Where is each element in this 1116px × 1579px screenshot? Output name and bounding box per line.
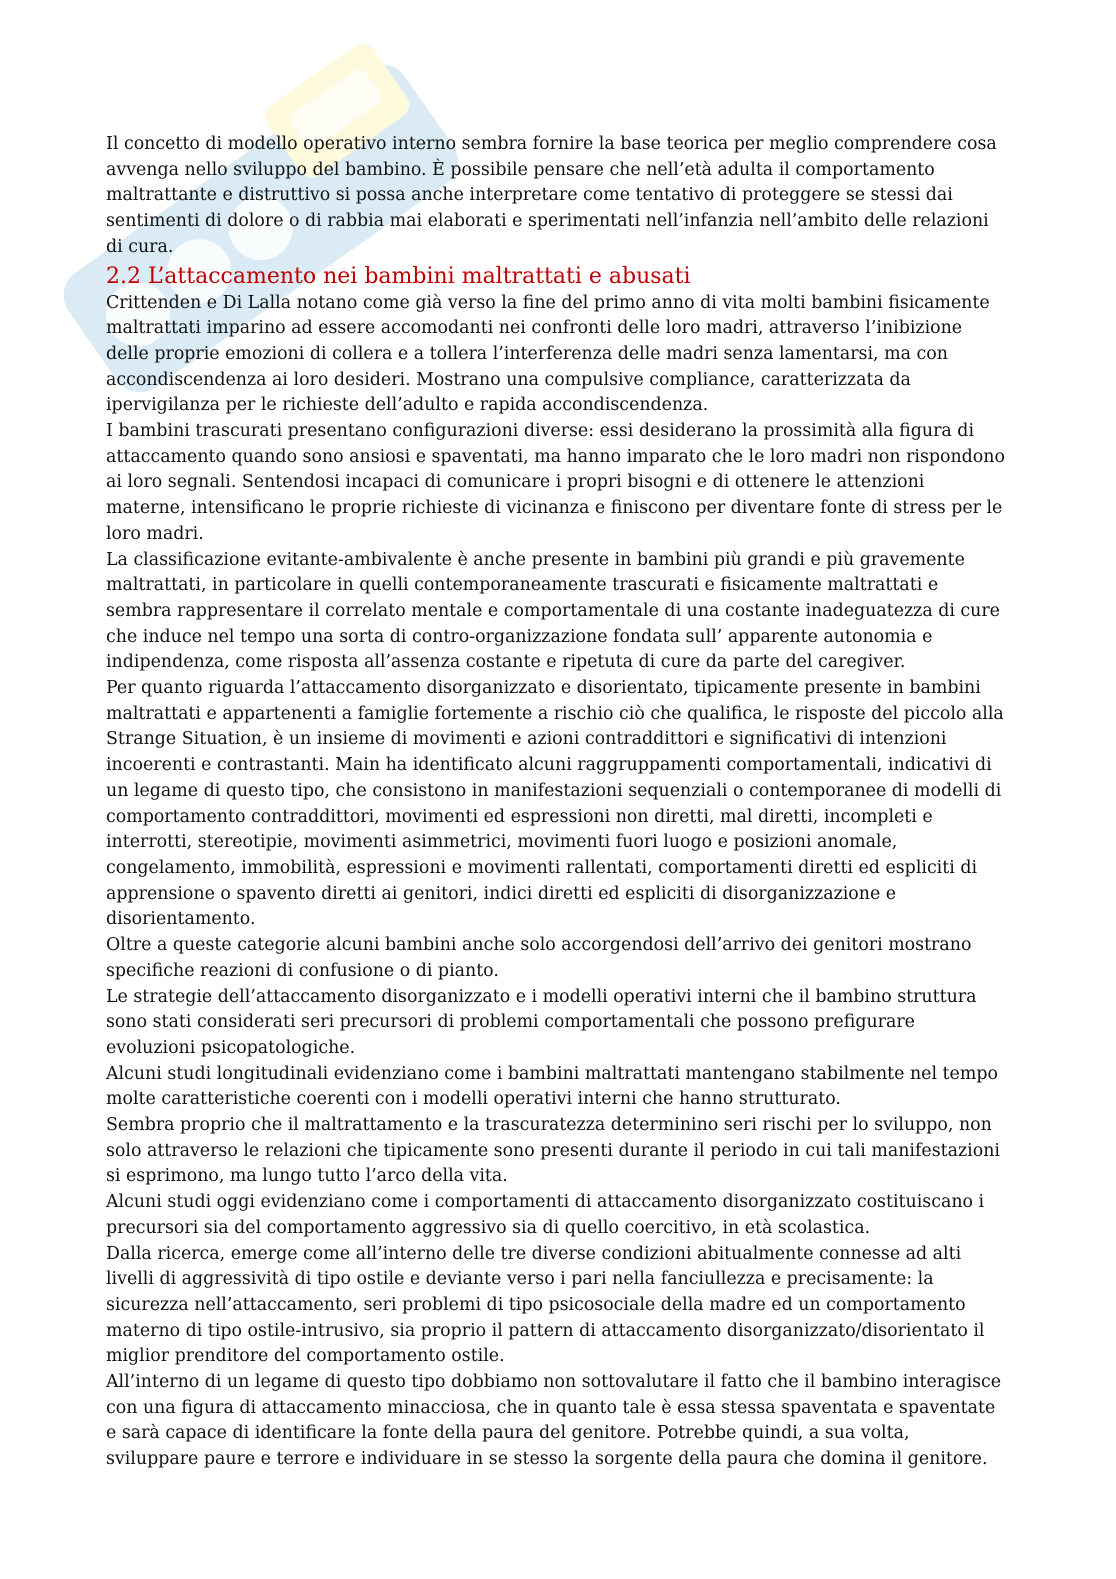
paragraph: Le strategie dell’attaccamento disorganizzato e i modelli operativi interni che il bambino struttura sono stati considerati seri precursori di problemi comportamentali che possono prefigurare evoluzioni psicopatologiche. [106,986,977,1058]
paragraph: Alcuni studi longitudinali evidenziano come i bambini maltrattati mantengano stabilmente nel tempo molte caratteristiche coerenti con i modelli operativi interni che hanno strutturato. [106,1063,998,1110]
paragraph: All’interno di un legame di questo tipo dobbiamo non sottovalutare il fatto che il bambino interagisce con una figura di attaccamento minacciosa, che in quanto tale è essa stessa spaventata e spaventate e sarà capace di identificare la fonte della paura del genitore. Potrebbe quindi, a sua volta, sviluppare paure e terrore e individuare in se stesso la sorgente della paura che domina il genitore. [106,1372,1002,1470]
document-page [106,132,1006,1473]
paragraph: Crittenden e Di Lalla notano come già verso la fine del primo anno di vita molti bambini fisicamente maltrattati imparino ad essere accomodanti nei confronti delle loro madri, attraverso l’inibizione delle proprie emozioni di collera e a tollera l’interferenza delle madri senza lamentarsi, ma con accondiscendenza ai loro desideri. Mostrano una compulsive compliance, caratterizzata da ipervigilanza per le richieste dell’adulto e rapida accondiscendenza. [106,292,990,416]
paragraph: Dalla ricerca, emerge come all’interno delle tre diverse condizioni abitualmente connesse ad alti livelli di aggressività di tipo ostile e deviante verso i pari nella fanciullezza e precisamente: la sicurezza nell’attaccamento, seri problemi di tipo psicosociale della madre ed un comportamento materno di tipo ostile-intrusivo, sia proprio il pattern di attaccamento disorganizzato/disorientato il miglior prenditore del comportamento ostile. [106,1243,985,1367]
paragraph: Sembra proprio che il maltrattamento e la trascuratezza determinino seri rischi per lo sviluppo, non solo attraverso le relazioni che tipicamente sono presenti durante il periodo in cui tali manifestazioni si esprimono, ma lungo tutto l’arco della vita. [106,1115,1000,1187]
paragraph: I bambini trascurati presentano configurazioni diverse: essi desiderano la prossimità alla figura di attaccamento quando sono ansiosi e spaventati, ma hanno imparato che le loro madri non rispondono ai loro segnali. Sentendosi incapaci di comunicare i propri bisogni e di ottenere le attenzioni materne, intensificano le proprie richieste di vicinanza e finiscono per diventare fonte di stress per le loro madri. [106,421,1005,544]
section-heading: 2.2 L’attaccamento nei bambini maltrattati e abusati [106,263,691,289]
paragraph: Alcuni studi oggi evidenziano come i comportamenti di attaccamento disorganizzato costituiscano i precursori sia del comportamento aggressivo sia di quello coercitivo, in età scolastica. [106,1192,985,1238]
paragraph: La classificazione evitante-ambivalente è anche presente in bambini più grandi e più gravemente maltrattati, in particolare in quelli contemporaneamente trascurati e fisicamente maltrattati e sembra rappresentare il correlato mentale e comportamentale di una costante inadeguatezza di cure che induce nel tempo una sorta di contro-organizzazione fondata sull’ apparente autonomia e indipendenza, come risposta all’assenza costante e ripetuta di cure da parte del caregiver. [106,549,1000,673]
paragraph: Per quanto riguarda l’attaccamento disorganizzato e disorientato, tipicamente presente in bambini maltrattati e appartenenti a famiglie fortemente a rischio ciò che qualifica, le risposte del piccolo alla Strange Situation, è un insieme di movimenti e azioni contraddittori e significativi di intenzioni incoerenti e contrastanti. Main ha identificato alcuni raggruppamenti comportamentali, indicativi di un legame di questo tipo, che consistono in manifestazioni sequenziali o contemporanee di modelli di comportamento contraddittori, movimenti ed espressioni non diretti, mal diretti, incompleti e interrotti, stereotipie, movimenti asimmetrici, movimenti fuori luogo e posizioni anomale, congelamento, immobilità, espressioni e movimenti rallentati, comportamenti diretti ed espliciti di apprensione o spavento diretti ai genitori, indici diretti ed espliciti di disorganizzazione e disorientamento. [106,678,1004,930]
paragraph: Oltre a queste categorie alcuni bambini anche solo accorgendosi dell’arrivo dei genitori mostrano specifiche reazioni di confusione o di pianto. [106,935,972,981]
paragraph: Il concetto di modello operativo interno sembra fornire la base teorica per meglio comprendere cosa avvenga nello sviluppo del bambino. È possibile pensare che nell’età adulta il comportamento maltrattante e distruttivo si possa anche interpretare come tentativo di proteggere se stessi dai sentimenti di dolore o di rabbia mai elaborati e sperimentati nell’infanzia nell’ambito delle relazioni di cura. [106,134,997,257]
